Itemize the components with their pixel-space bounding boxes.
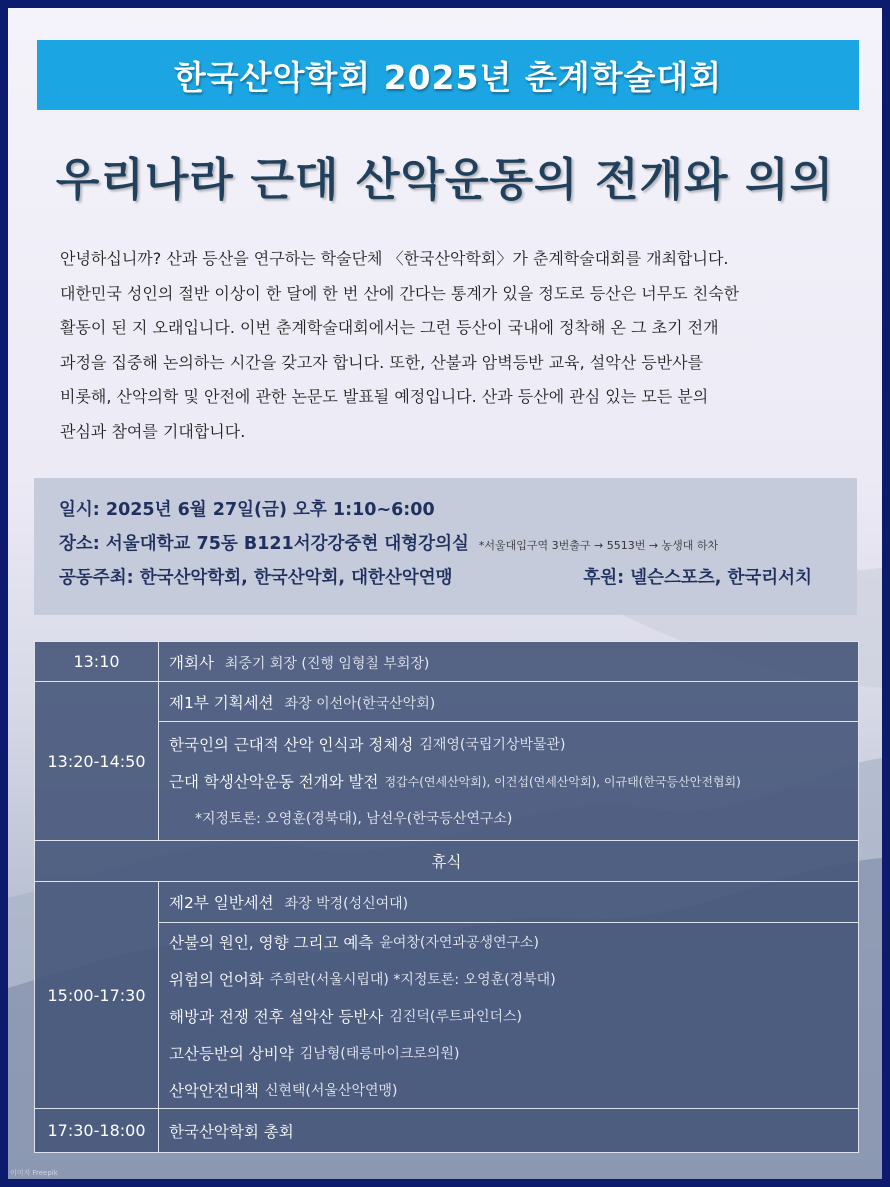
talk-title: 고산등반의 상비약 [169, 1044, 294, 1063]
talk-speaker: 김남형(태릉마이크로의원) [299, 1045, 460, 1062]
event-hosts: 공동주최: 한국산악학회, 한국산악회, 대한산악연맹 [59, 568, 453, 588]
intro-line: 비롯해, 산악의학 및 안전에 관한 논문도 발표될 예정입니다. 산과 등산에 관심 있는 모든 분의 [60, 387, 709, 406]
intro-paragraph [60, 242, 850, 449]
discussion-item [169, 800, 858, 837]
talk-speaker: 김진덕(루트파인더스) [389, 1008, 522, 1025]
schedule-row-closing [35, 1109, 859, 1153]
talk-item [169, 763, 858, 800]
talk-speaker: 신현택(서울산악연맹) [264, 1082, 398, 1099]
opening-detail: 최중기 회장 (진행 임형칠 부회장) [224, 655, 430, 672]
time-cell: 13:20-14:50 [35, 682, 159, 841]
talk-item [169, 923, 858, 960]
talk-title: 산불의 원인, 영향 그리고 예측 [169, 933, 374, 952]
break-cell: 휴식 [35, 841, 859, 882]
closing-title: 한국산악학회 총회 [159, 1109, 859, 1153]
schedule-row-session1-header [35, 682, 859, 722]
event-sponsor: 후원: 넬슨스포츠, 한국리서치 [583, 568, 812, 588]
poster [8, 8, 882, 1179]
intro-line: 활동이 된 지 오래입니다. 이번 춘계학술대회에서는 그런 등산이 국내에 정착해 온 그 초기 전개 [60, 318, 719, 337]
image-credit: 이미지 Freepik [10, 1169, 58, 1177]
talk-speaker: 윤여창(자연과공생연구소) [379, 934, 539, 951]
schedule-row-session2-header [35, 882, 859, 923]
intro-line: 대한민국 성인의 절반 이상이 한 달에 한 번 산에 간다는 통계가 있을 정도로 등산은 너무도 친숙한 [60, 283, 740, 303]
talk-item [169, 997, 858, 1034]
talk-speaker: 김재영(국립기상박물관) [419, 737, 566, 753]
content-cell [159, 642, 859, 682]
schedule-table [34, 641, 859, 1153]
time-cell: 15:00-17:30 [35, 882, 159, 1109]
schedule-row-session1-talks [35, 722, 859, 841]
talk-title: 산악안전대책 [169, 1081, 259, 1100]
session1-chair: 좌장 이선아(한국산악회) [284, 695, 436, 712]
talk-item [169, 1034, 858, 1071]
talk-title: 해방과 전쟁 전후 설악산 등반사 [169, 1007, 384, 1026]
talk-speaker: 정갑수(연세산악회), 이건섭(연세산악회), 이규태(한국등산안전협회) [384, 774, 741, 789]
conference-banner: 한국산악학회 2025년 춘계학술대회 [37, 40, 859, 110]
main-title: 우리나라 근대 산악운동의 전개와 의의 [55, 153, 835, 206]
session-header-cell [159, 682, 859, 722]
opening-title: 개회사 [169, 653, 214, 672]
talks-cell [159, 722, 859, 841]
schedule-row-break [35, 841, 859, 882]
event-datetime: 일시: 2025년 6월 27일(금) 오후 1:10~6:00 [59, 500, 435, 520]
intro-line: 관심과 참여를 기대합니다. [60, 421, 246, 441]
event-venue: 장소: 서울대학교 75동 B121서강강중현 대형강의실 [59, 534, 469, 554]
time-cell: 17:30-18:00 [35, 1109, 159, 1153]
session1-header: 제1부 기획세션 [169, 693, 274, 712]
talk-item [169, 1071, 858, 1108]
schedule-row-session2-talks [35, 923, 859, 1109]
talk-speaker: 주희란(서울시립대) *지정토론: 오영훈(경북대) [269, 971, 556, 988]
time-cell: 13:10 [35, 642, 159, 682]
session2-header: 제2부 일반세션 [169, 894, 274, 912]
session-header-cell [159, 882, 859, 923]
talk-title: 한국인의 근대적 산악 인식과 정체성 [169, 736, 414, 754]
intro-line: 안녕하십니까? 산과 등산을 연구하는 학술단체 〈한국산악학회〉가 춘계학술대회를 개최합니다. [60, 249, 729, 268]
talk-title: 근대 학생산악운동 전개와 발전 [169, 773, 379, 791]
talk-item [169, 960, 858, 997]
session2-chair: 좌장 박경(성신여대) [284, 896, 409, 912]
intro-line: 과정을 집중해 논의하는 시간을 갖고자 합니다. 또한, 산불과 암벽등반 교육, 설악산 등반사를 [60, 352, 704, 372]
talks-cell [159, 923, 859, 1109]
talk-title: 위험의 언어화 [169, 970, 264, 989]
venue-directions: *서울대입구역 3번출구 → 5513번 → 농생대 하차 [478, 539, 719, 552]
talk-item [169, 726, 858, 763]
event-info-box [34, 478, 857, 615]
schedule-row-opening [35, 642, 859, 682]
discussion-text: *지정토론: 오영훈(경북대), 남선우(한국등산연구소) [195, 811, 513, 827]
